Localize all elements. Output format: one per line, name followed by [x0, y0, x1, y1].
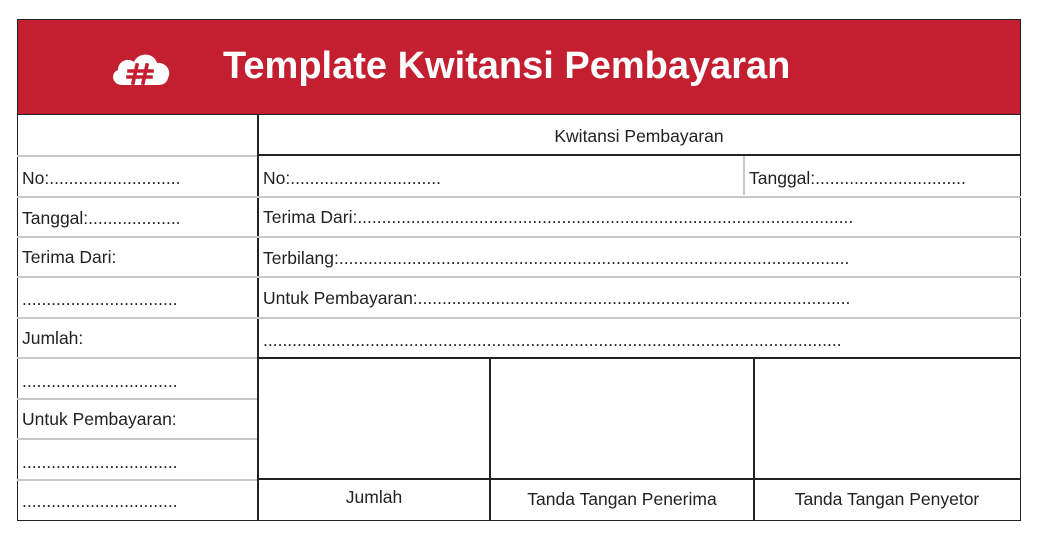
stub-jumlah-line: ................................ [22, 371, 178, 391]
receipt-tanggal: Tanggal:............................... [749, 168, 966, 188]
receipt-terima-dari: Terima Dari:...................................................................................................... [263, 207, 854, 227]
stub-extra-line: ................................ [22, 491, 178, 511]
footer-tanda-tangan-penyetor: Tanda Tangan Penyetor [794, 489, 980, 509]
receipt-untuk-pembayaran: Untuk Pembayaran:......................................................................................... [263, 288, 851, 308]
stub-no: No:........................... [22, 168, 181, 188]
stub-terima-dari: Terima Dari: [22, 247, 117, 267]
receipt-continuation-line: ....................................................................................................................... [263, 330, 842, 350]
stub-jumlah: Jumlah: [22, 328, 84, 348]
footer-tanda-tangan-penerima: Tanda Tangan Penerima [527, 489, 717, 509]
footer-jumlah: Jumlah [345, 487, 403, 507]
receipt-no: No:............................... [263, 168, 441, 188]
stub-terima-dari-line: ................................ [22, 289, 178, 309]
no-date-divider [743, 155, 745, 195]
stub-untuk-pembayaran: Untuk Pembayaran: [22, 409, 177, 429]
page-title: Template Kwitansi Pembayaran [223, 45, 791, 87]
receipt-terbilang: Terbilang:......................................................................................................... [263, 248, 850, 268]
stub-tanggal: Tanggal:................... [22, 208, 181, 228]
receipt-heading: Kwitansi Pembayaran [554, 126, 724, 146]
stub-untuk-pembayaran-line: ................................ [22, 452, 178, 472]
